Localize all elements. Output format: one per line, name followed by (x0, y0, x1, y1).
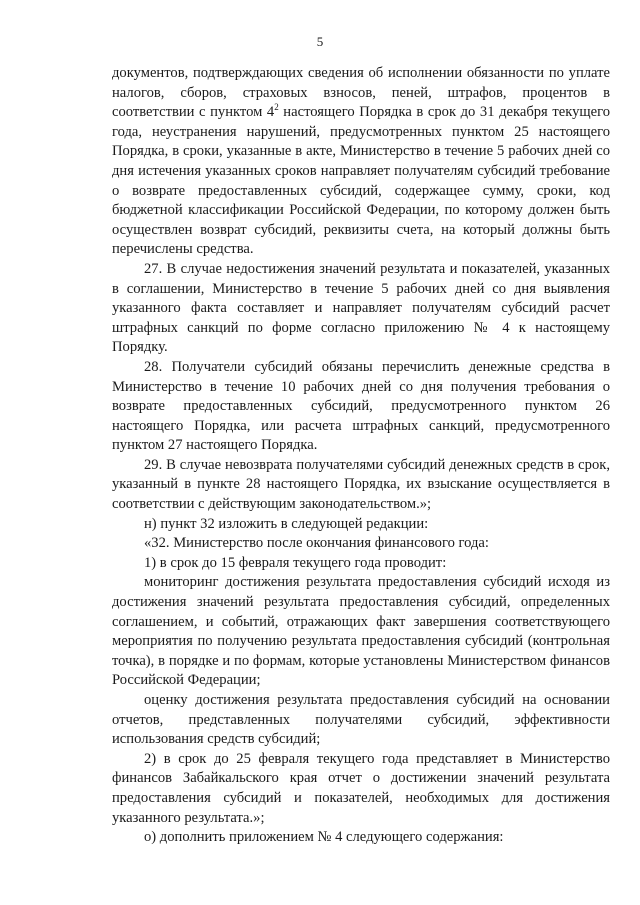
paragraph (112, 828, 610, 848)
paragraph (112, 515, 610, 535)
paragraph-text: документов, подтверждающих сведения об исполнении обязанности по уплате налогов, сборов, страховых взносов, пеней, штрафов, процентов в соответствии с пунктом 4 (112, 65, 610, 121)
paragraph (112, 573, 610, 691)
paragraph-text: «32. Министерство после окончания финансового года: (144, 535, 489, 552)
document-body (112, 64, 610, 848)
paragraph-text: мониторинг достижения результата предоставления субсидий исходя из достижения значений результата предоставления субсидий, определенных соглашением, и событий, отражающих факт завершения соответствующего мероприятия по получению результата предоставления субсидий (контрольная точка), в порядке и по формам, которые установлены Министерством финансов Российской Федерации; (112, 574, 610, 689)
paragraph (112, 554, 610, 574)
paragraph (112, 358, 610, 456)
paragraph-text: 1) в срок до 15 февраля текущего года проводит: (144, 554, 447, 571)
paragraph-text: 2) в срок до 25 февраля текущего года представляет в Министерство финансов Забайкальского края отчет о достижении значений результата предоставления субсидий и показателей, необходимых для достижения указанного результата.»; (112, 750, 610, 826)
paragraph-text: 29. В случае невозврата получателями субсидий денежных средств в срок, указанный в пункте 28 настоящего Порядка, их взыскание осуществляется в соответствии с действующим законодательством.»; (112, 456, 610, 513)
paragraph-text-continued: настоящего Порядка в срок до 31 декабря текущего года, неустранения нарушений, предусмотренных пунктом 25 настоящего Порядка, в сроки, указанные в акте, Министерство в течение 5 рабочих дней со дня истечения указанных сроков направляет получателям субсидий требование о возврате предоставленных субсидий, содержащее сумму, сроки, код бюджетной классификации Российской Федерации, по которому должен быть осуществлен возврат субсидий, реквизиты счета, на который должны быть перечислены средства. (112, 104, 611, 258)
paragraph (112, 456, 610, 515)
page-number: 5 (316, 34, 324, 49)
paragraph (112, 64, 610, 260)
paragraph (112, 260, 610, 358)
paragraph-text: 28. Получатели субсидий обязаны перечислить денежные средства в Министерство в течение 10 рабочих дней со дня получения требования о возврате предоставленных субсидий, предусмотренного пунктом 26 настоящего Порядка, или расчета штрафных санкций, предусмотренного пунктом 27 настоящего Порядка. (112, 358, 610, 454)
paragraph (112, 691, 610, 750)
paragraph (112, 534, 610, 554)
paragraph-text: оценку достижения результата предоставления субсидий на основании отчетов, представленных получателями субсидий, эффективности использования средств субсидий; (112, 692, 610, 748)
paragraph-text: н) пункт 32 изложить в следующей редакции: (144, 515, 429, 532)
paragraph-text: о) дополнить приложением № 4 следующего содержания: (144, 829, 504, 846)
paragraph-text: 27. В случае недостижения значений результата и показателей, указанных в соглашении, Министерство в течение 5 рабочих дней со дня выявления указанного факта составляет и направляет получателям субсидий расчет штрафных санкций по форме согласно приложению № 4 к настоящему Порядку. (112, 260, 610, 356)
paragraph (112, 750, 610, 828)
superscript: 2 (274, 102, 279, 113)
